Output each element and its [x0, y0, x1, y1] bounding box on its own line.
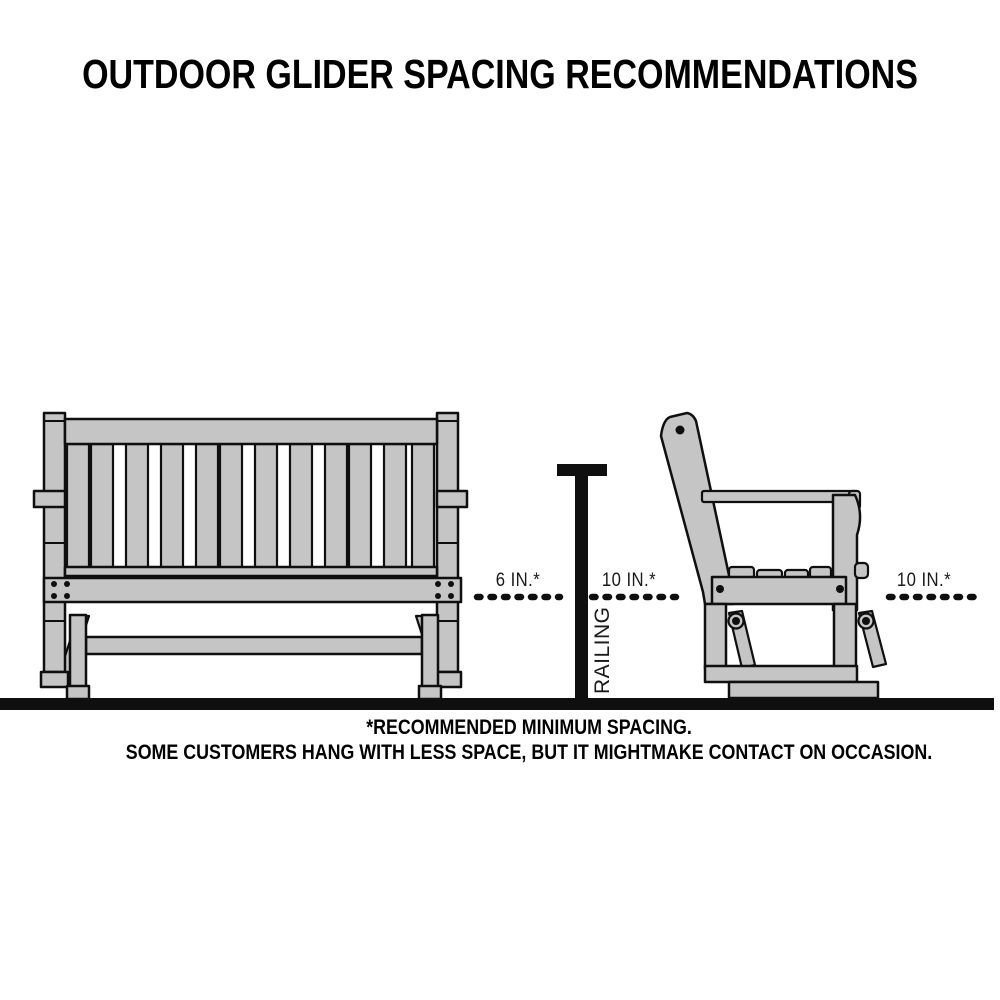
- pivot-bolt: [732, 617, 740, 625]
- side-base-plate: [729, 682, 878, 698]
- base-foot-right: [419, 686, 441, 699]
- gap-label-left: 6 IN.*: [495, 569, 541, 591]
- footnote-line2: SOME CUSTOMERS HANG WITH LESS SPACE, BUT IT MIGHTMAKE CONTACT ON OCCASION.: [125, 740, 933, 765]
- seat-bolt: [716, 585, 724, 593]
- side-glider-illustration: [661, 413, 886, 698]
- bench-seat-rail: [65, 567, 437, 576]
- back-slat: [290, 444, 312, 569]
- back-slat: [412, 444, 434, 569]
- gap-label-middle: 10 IN.*: [601, 569, 657, 591]
- armrest-stub-left: [34, 491, 65, 507]
- side-base-bar: [705, 666, 857, 682]
- back-slat: [67, 444, 89, 569]
- side-lower-back-post: [705, 604, 726, 668]
- bench-top-rail: [65, 419, 437, 444]
- back-slat: [384, 444, 406, 569]
- side-seat-band: [712, 577, 846, 604]
- ground-line: [0, 698, 994, 710]
- screw-dot: [435, 593, 441, 599]
- back-slat: [255, 444, 277, 569]
- seat-bolt: [836, 585, 844, 593]
- screw-dot: [448, 593, 454, 599]
- back-slat: [91, 444, 113, 569]
- base-leg-right: [422, 615, 438, 688]
- screw-dot: [448, 581, 454, 587]
- side-lower-front-post: [834, 604, 856, 668]
- bench-seat-apron: [44, 578, 461, 602]
- back-slat: [126, 444, 148, 569]
- screw-dot: [51, 581, 57, 587]
- railing-bar: [575, 464, 588, 700]
- page-title: OUTDOOR GLIDER SPACING RECOMMENDATIONS: [82, 51, 918, 97]
- seat-side-tab: [855, 563, 868, 578]
- pivot-bolt: [862, 617, 870, 625]
- base-leg-left: [70, 615, 86, 688]
- base-stretcher: [86, 637, 422, 654]
- back-slat: [349, 444, 371, 569]
- screw-dot: [51, 593, 57, 599]
- bench-back-slats: [67, 444, 434, 569]
- back-slat: [161, 444, 183, 569]
- armrest-stub-right: [437, 491, 467, 507]
- back-slat: [325, 444, 347, 569]
- railing-label: RAILING: [591, 606, 614, 694]
- gap-label-right: 10 IN.*: [896, 569, 952, 591]
- screw-dot: [64, 593, 70, 599]
- back-slat: [220, 444, 242, 569]
- back-slat: [196, 444, 218, 569]
- front-glider-illustration: [34, 413, 467, 699]
- base-foot-left: [67, 686, 89, 699]
- screw-dot: [64, 581, 70, 587]
- footnote: [126, 716, 932, 765]
- footnote-line1: *RECOMMENDED MINIMUM SPACING.: [366, 715, 692, 740]
- bench-left-post-foot: [41, 672, 68, 687]
- screw-dot: [435, 581, 441, 587]
- side-back-post: [661, 413, 733, 604]
- back-post-bolt: [676, 426, 685, 435]
